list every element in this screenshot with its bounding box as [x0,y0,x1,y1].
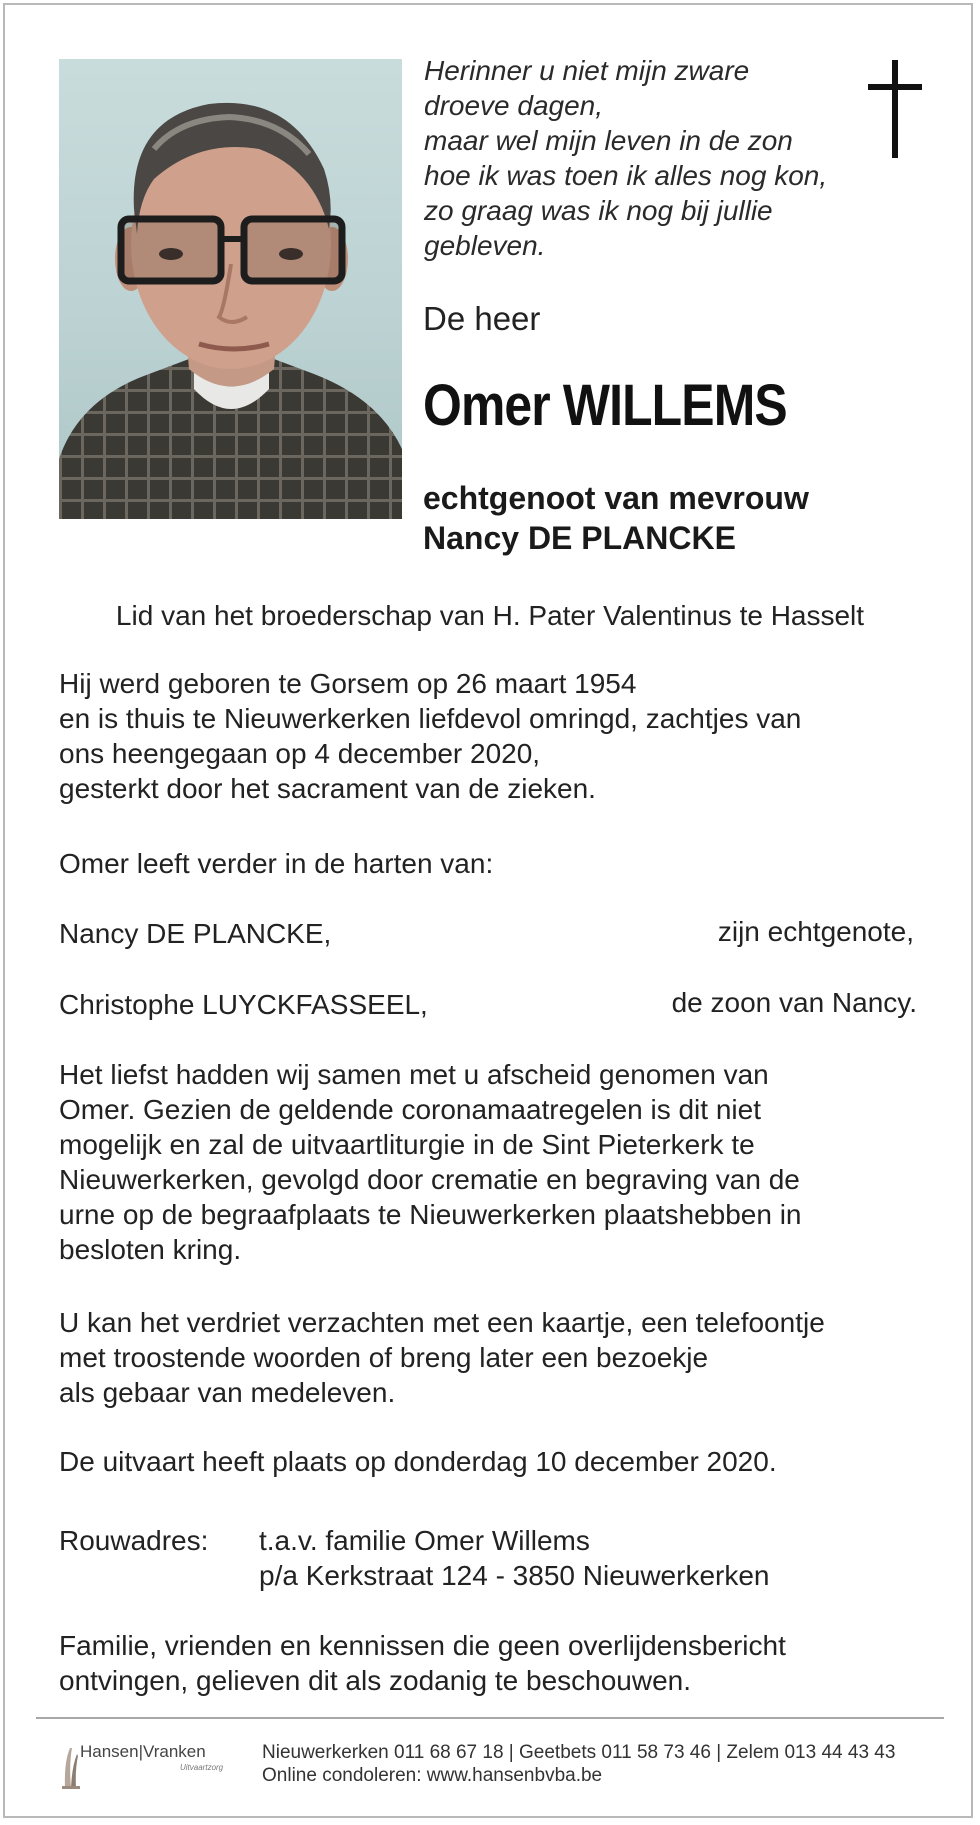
address-line: t.a.v. familie Omer Willems [259,1525,590,1556]
relative-relation: de zoon van Nancy. [671,987,917,1018]
portrait-photo [59,59,402,519]
farewell-paragraph [59,1057,802,1267]
spouse-line-2: Nancy DE PLANCKE [423,520,736,556]
text-line: Hij werd geboren te Gorsem op 26 maart 1954 [59,668,637,699]
spouse-line-1: echtgenoot van mevrouw [423,480,809,516]
text-line: mogelijk en zal de uitvaartliturgie in de Sint Pieterkerk te [59,1129,755,1160]
text-line: als gebaar van medeleven. [59,1377,396,1408]
text-line: Nieuwerkerken, gevolgd door crematie en begraving van de [59,1164,800,1195]
relative-name: Christophe LUYCKFASSEEL, [59,989,428,1020]
text-line: Omer. Gezien de geldende coronamaatregelen is dit niet [59,1094,761,1125]
text-line: gesterkt door het sacrament van de zieken. [59,773,596,804]
poem-line: zo graag was ik nog bij jullie [424,195,773,226]
birth-paragraph [59,666,801,806]
cross-icon [865,60,925,160]
divider [36,1717,944,1719]
portrait-illustration [59,59,402,519]
membership: Lid van het broederschap van H. Pater Valentinus te Hasselt [115,600,865,631]
text-line: en is thuis te Nieuwerkerken liefdevol omringd, zachtjes van [59,703,802,734]
footer-website[interactable]: Online condoleren: www.hansenbvba.be [262,1765,603,1786]
address-label: Rouwadres: [59,1525,209,1556]
text-line: U kan het verdriet verzachten met een kaartje, een telefoontje [59,1307,825,1338]
text-line: ons heengegaan op 4 december 2020, [59,738,541,769]
logo-name: Hansen|Vranken [80,1742,206,1761]
lives-on: Omer leeft verder in de harten van: [59,848,494,879]
footer-contact [262,1741,895,1787]
poem-line: gebleven. [424,230,546,261]
poem-line: Herinner u niet mijn zware [424,55,750,86]
relative-name: Nancy DE PLANCKE, [59,918,332,949]
text-line: urne op de begraafplaats te Nieuwerkerken plaatshebben in [59,1199,802,1230]
deceased-name: Omer WILLEMS [423,373,787,438]
poem-line: maar wel mijn leven in de zon [424,125,793,156]
text-line: besloten kring. [59,1234,242,1265]
funeral-home-logo [62,1742,237,1792]
logo-subtitle: Uitvaartzorg [180,1763,224,1772]
funeral-info: De uitvaart heeft plaats op donderdag 10 december 2020. [59,1446,777,1477]
poem-line: hoe ik was toen ik alles nog kon, [424,160,828,191]
footer-phones: Nieuwerkerken 011 68 67 18 | Geetbets 011 58 73 46 | Zelem 013 44 43 43 [262,1742,896,1763]
logo-mark-icon [62,1742,80,1790]
address-block [259,1523,770,1593]
text-line: met troostende woorden of breng later een bezoekje [59,1342,709,1373]
address-line: p/a Kerkstraat 124 - 3850 Nieuwerkerken [259,1560,770,1591]
relative-relation: zijn echtgenote, [717,916,914,947]
honorific: De heer [423,300,541,337]
text-line: Het liefst hadden wij samen met u afscheid genomen van [59,1059,769,1090]
text-line: Familie, vrienden en kennissen die geen overlijdensbericht [59,1630,786,1661]
condolence-paragraph [59,1305,825,1410]
poem-line: droeve dagen, [424,90,604,121]
poem [424,53,894,263]
text-line: ontvingen, gelieven dit als zodanig te beschouwen. [59,1665,691,1696]
notice-paragraph [59,1628,786,1698]
spouse-info [423,478,809,558]
